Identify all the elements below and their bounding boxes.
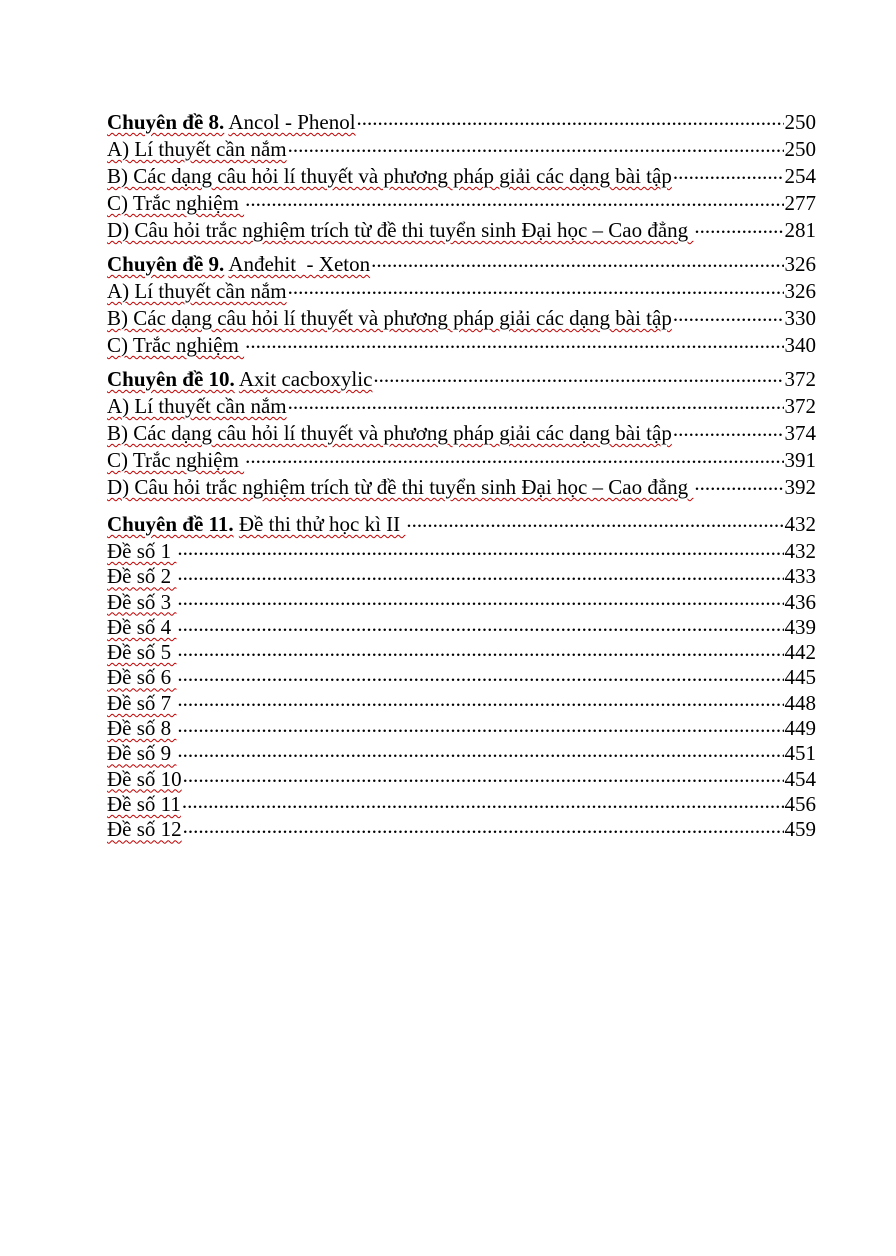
chapter-title: Ancol - Phenol: [228, 110, 356, 134]
toc-chapter-heading[interactable]: [107, 108, 816, 135]
page-number: 432: [784, 539, 816, 563]
chapter-title: Đề thi thử học kì II: [238, 512, 406, 536]
chapter-title: Anđehit - Xeton: [228, 252, 371, 276]
toc-entry[interactable]: [107, 162, 816, 189]
dot-leader: [373, 365, 783, 386]
toc-entry-label: Đề số 12: [107, 817, 182, 842]
toc-entry[interactable]: [107, 588, 816, 613]
toc-heading-text: [107, 109, 356, 136]
toc-entry[interactable]: [107, 189, 816, 216]
toc-entry-label: Đề số 11: [107, 791, 181, 816]
toc-entry-label: Đề số 2: [107, 564, 177, 589]
toc-entry-label: A) Lí thuyết cần nắm: [107, 279, 287, 303]
toc-entry[interactable]: [107, 392, 816, 419]
toc-entry[interactable]: [107, 537, 816, 562]
toc-entry-label: Đề số 8: [107, 716, 177, 741]
page-number: 326: [784, 279, 816, 303]
dot-leader: [183, 815, 784, 836]
toc-chapter-9: [107, 250, 816, 358]
dot-leader: [406, 510, 783, 531]
dot-leader: [673, 304, 784, 325]
toc-entry-label: D) Câu hỏi trắc nghiệm trích từ đề thi tuyển sinh Đại học – Cao đẳng: [107, 218, 694, 242]
dot-leader: [245, 331, 783, 352]
dot-leader: [177, 562, 783, 583]
page-number: 250: [784, 137, 816, 161]
dot-leader: [177, 613, 783, 634]
page-number: 433: [784, 564, 816, 589]
toc-entry[interactable]: [107, 714, 816, 739]
chapter-prefix: Chuyên đề 11.: [107, 512, 234, 536]
toc-entry[interactable]: [107, 331, 816, 358]
dot-leader: [357, 108, 784, 129]
page-number: 448: [784, 690, 816, 715]
toc-entry[interactable]: [107, 304, 816, 331]
toc-chapter-8: [107, 108, 816, 243]
page-number: 454: [784, 766, 816, 791]
page-number: 281: [784, 218, 816, 242]
page-number: 277: [784, 191, 816, 215]
dot-leader: [177, 638, 783, 659]
toc-entry[interactable]: [107, 689, 816, 714]
page-number: 340: [784, 333, 816, 357]
toc-chapter-heading[interactable]: [107, 510, 816, 537]
dot-leader: [245, 446, 783, 467]
page-number: 439: [784, 614, 816, 639]
page-number: 254: [784, 164, 816, 188]
toc-entry-label: Đề số 5: [107, 640, 177, 665]
page-number: 445: [784, 665, 816, 690]
toc-entry-label: A) Lí thuyết cần nắm: [107, 394, 287, 418]
dot-leader: [694, 473, 783, 494]
toc-entry-label: D) Câu hỏi trắc nghiệm trích từ đề thi tuyển sinh Đại học – Cao đẳng: [107, 475, 694, 499]
dot-leader: [177, 714, 783, 735]
page-number: 459: [784, 817, 816, 842]
toc-entry[interactable]: [107, 135, 816, 162]
chapter-prefix: Chuyên đề 9.: [107, 252, 225, 276]
toc-entry[interactable]: [107, 562, 816, 587]
dot-leader: [177, 739, 783, 760]
toc-entry-label: B) Các dạng câu hỏi lí thuyết và phương pháp giải các dạng bài tập: [107, 306, 672, 330]
page-number: 391: [784, 448, 816, 472]
toc-entry-label: B) Các dạng câu hỏi lí thuyết và phương pháp giải các dạng bài tập: [107, 421, 672, 445]
toc-chapter-10: [107, 365, 816, 500]
toc-entry[interactable]: [107, 613, 816, 638]
dot-leader: [288, 135, 784, 156]
page-number: 372: [784, 394, 816, 418]
toc-entry[interactable]: [107, 473, 816, 500]
toc-entry[interactable]: [107, 739, 816, 764]
dot-leader: [694, 216, 783, 237]
toc-entry[interactable]: [107, 765, 816, 790]
chapter-prefix: Chuyên đề 10.: [107, 367, 235, 391]
toc-entry[interactable]: [107, 446, 816, 473]
dot-leader: [177, 689, 783, 710]
toc-chapter-11: [107, 510, 816, 841]
dot-leader: [288, 277, 784, 298]
toc-entry-label: A) Lí thuyết cần nắm: [107, 137, 287, 161]
page-number: 372: [784, 367, 816, 391]
toc-entry[interactable]: [107, 277, 816, 304]
page-number: 326: [784, 252, 816, 276]
toc-heading-text: [107, 511, 405, 538]
chapter-prefix: Chuyên đề 8.: [107, 110, 225, 134]
toc-entry-label: Đề số 7: [107, 690, 177, 715]
toc-entry-label: Đề số 1: [107, 539, 177, 563]
toc-entry[interactable]: [107, 815, 816, 840]
dot-leader: [177, 663, 783, 684]
toc-entry-label: B) Các dạng câu hỏi lí thuyết và phương pháp giải các dạng bài tập: [107, 164, 672, 188]
page-number: 451: [784, 741, 816, 766]
page-number: 449: [784, 716, 816, 741]
page-number: 392: [784, 475, 816, 499]
toc-entry-label: C) Trắc nghiệm: [107, 191, 245, 215]
toc-entry-label: Đề số 4: [107, 614, 177, 639]
toc-entry[interactable]: [107, 663, 816, 688]
toc-entry[interactable]: [107, 790, 816, 815]
page-number: 374: [784, 421, 816, 445]
page-number: 330: [784, 306, 816, 330]
toc-heading-text: [107, 366, 372, 393]
page-number: 432: [784, 512, 816, 536]
toc-heading-text: [107, 251, 370, 278]
dot-leader: [371, 250, 783, 271]
toc-entry-label: Đề số 6: [107, 665, 177, 690]
page-number: 442: [784, 640, 816, 665]
dot-leader: [177, 588, 783, 609]
toc-entry-label: Đề số 3: [107, 589, 177, 614]
dot-leader: [183, 765, 784, 786]
dot-leader: [245, 189, 783, 210]
dot-leader: [673, 162, 784, 183]
page-number: 436: [784, 589, 816, 614]
toc-entry[interactable]: [107, 638, 816, 663]
dot-leader: [288, 392, 784, 413]
toc-entry-label: Đề số 10: [107, 766, 182, 791]
dot-leader: [182, 790, 784, 811]
page-number: 250: [784, 110, 816, 134]
toc-entry[interactable]: [107, 216, 816, 243]
toc-entry[interactable]: [107, 419, 816, 446]
table-of-contents: [107, 108, 816, 848]
page-number: 456: [784, 791, 816, 816]
toc-chapter-heading[interactable]: [107, 250, 816, 277]
toc-entry-label: C) Trắc nghiệm: [107, 448, 245, 472]
chapter-title: Axit cacboxylic: [238, 367, 373, 391]
toc-chapter-heading[interactable]: [107, 365, 816, 392]
dot-leader: [177, 537, 783, 558]
dot-leader: [673, 419, 784, 440]
toc-entry-label: Đề số 9: [107, 741, 177, 766]
toc-entry-label: C) Trắc nghiệm: [107, 333, 245, 357]
